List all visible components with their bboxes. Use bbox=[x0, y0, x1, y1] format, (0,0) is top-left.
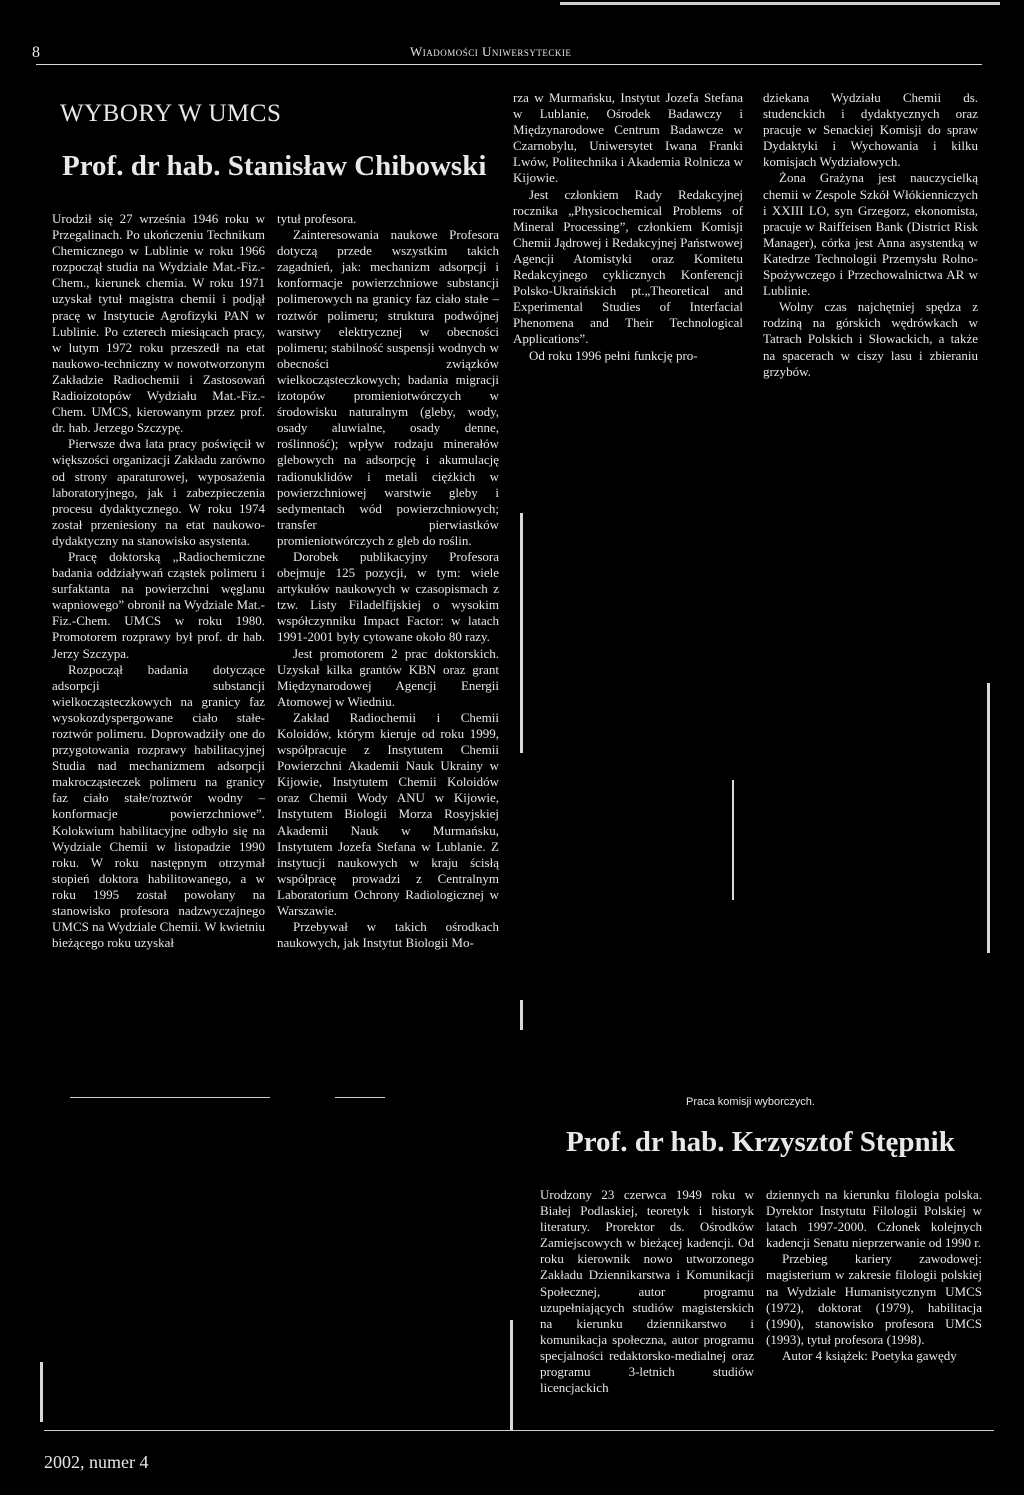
scan-artifact-bar bbox=[520, 513, 523, 753]
separator-rule bbox=[70, 1097, 270, 1098]
separator-rule bbox=[335, 1097, 385, 1098]
paragraph: Autor 4 książek: Poetyka gawędy bbox=[782, 1347, 957, 1363]
paragraph: rza w Murmańsku, Instytut Jozefa Stefana w Lublanie, Ośrodek Badawczy i Międzynarodowe Centrum Badawcze w Czarnobylu, Uniwersytet Iwana Franki Lwów, Politechnika i Akademia Rolnicza w Kijowie. bbox=[513, 90, 743, 186]
paragraph: dziekana Wydziału Chemii ds. studenckich i dydaktycznych oraz pracuje w Senackiej Komisji do spraw Dydaktyki i Wychowania i kilku komisjach Wydziałowych. bbox=[763, 90, 978, 170]
paragraph: Pracę doktorską „Radiochemiczne badania oddziaływań cząstek polimeru i surfaktanta na powierzchni węglanu wapniowego” obronił na Wydziale Mat.-Fiz.-Chem. UMCS w roku 1980. Promotorem rozprawy był prof. dr hab. Jerzy Szczypa. bbox=[52, 548, 265, 661]
paragraph: Jest członkiem Rady Redakcyjnej rocznika „Physicochemical Problems of Mineral Processing”, członkiem Komisji Chemii Jądrowej i Redakcyjnej Państwowej Agencji Atomistyki oraz Komitetu Redakcyjnego cyklicznych Konferencji Polsko-Ukraińskich pt.„Theoretical and Experimental Studies of Interfacial Phenomena and Their Technological Applications”. bbox=[513, 186, 743, 347]
page-number: 8 bbox=[32, 44, 40, 61]
profile1-column-3 bbox=[513, 90, 743, 364]
photo-caption: Praca komisji wyborczych. bbox=[686, 1096, 815, 1108]
profile1-column-2 bbox=[277, 211, 499, 951]
footer-rule bbox=[44, 1430, 994, 1431]
paragraph: Od roku 1996 pełni funkcję pro- bbox=[529, 347, 698, 363]
paragraph: Jest promotorem 2 prac doktorskich. Uzyskał kilka grantów KBN oraz grant Międzynarodowej Agencji Energii Atomowej w Wiedniu. bbox=[277, 645, 499, 709]
scan-artifact-bar bbox=[510, 1320, 513, 1430]
paragraph: Pierwsze dwa lata pracy poświęcił w większości organizacji Zakładu zarówno od strony aparaturowej, wyposażenia laboratoryjnego, jak i zabezpieczenia procesu dydaktycznego. W roku 1974 został przeniesiony na etat naukowo-dydaktyczny na stanowisko asystenta. bbox=[52, 436, 265, 548]
scan-artifact-bar bbox=[40, 1362, 43, 1422]
profile1-name: Prof. dr hab. Stanisław Chibowski bbox=[62, 150, 487, 182]
header-rule bbox=[36, 64, 982, 65]
scan-artifact-bar bbox=[732, 780, 734, 900]
paragraph: Żona Grażyna jest nauczycielką chemii w Zespole Szkół Włókienniczych i XXIII LO, syn Grzegorz, ekonomista, pracuje w Raiffeisen Bank (District Risk Manager), córka jest Anna asystentką w Katedrze Technologii Przemysłu Rolno-Spożywczego i Przechowalnictwa AR w Lublinie. bbox=[763, 170, 978, 299]
running-head: Wiadomości Uniwersyteckie bbox=[410, 44, 572, 59]
paragraph: Przebieg kariery zawodowej: magisterium w zakresie filologii polskiej na Wydziale Humanistycznym UMCS (1972), doktorat (1979), habilitacja (1990), stanowisko profesora UMCS (1993), tytuł profesora (1998). bbox=[766, 1251, 982, 1347]
paragraph: Dorobek publikacyjny Profesora obejmuje 125 pozycji, w tym: wiele artykułów naukowych w czasopismach z tzw. Listy Filadelfijskiej o wysokim współczynniku Impact Factor: w latach 1991-2001 były cytowane około 80 razy. bbox=[277, 548, 499, 645]
profile2-column-2 bbox=[766, 1187, 982, 1364]
paragraph: Zakład Radiochemii i Chemii Koloidów, którym kieruje od roku 1999, współpracuje z Instytutem Chemii Powierzchni Akademii Nauk Ukrainy w Kijowie, Instytutem Chemii Koloidów oraz Chemii Wody ANU w Kijowie, Instytutem Biologii Morza Rosyjskiej Akademii Nauk w Murmańsku, Instytutem Jozefa Stefana w Lublanie. Z instytucji naukowych w kraju ścisłą współpracę prowadzi z Centralnym Laboratorium Ochrony Radiologicznej w Warszawie. bbox=[277, 709, 499, 919]
scan-artifact-bar bbox=[520, 1000, 523, 1030]
profile2-name: Prof. dr hab. Krzysztof Stępnik bbox=[566, 1126, 955, 1158]
paragraph: tytuł profesora. bbox=[277, 211, 357, 226]
paragraph: Urodził się 27 września 1946 roku w Przegalinach. Po ukończeniu Technikum Chemicznego w Lublinie w roku 1966 rozpoczął studia na Wydziale Mat.-Fiz.-Chem., kierunek chemia. W roku 1971 uzyskał tytuł magistra chemii i podjął pracę w Instytucie Agrofizyki PAN w Lublinie. Po czterech miesiącach pracy, w lutym 1972 roku przeszedł na etat naukowo-techniczny w nowotworzonym Zakładzie Radiochemii i Zastosowań Radioizotopów Wydziału Mat.-Fiz.-Chem. UMCS, kierowanym przez prof. dr. hab. Jerzego Szczypę. bbox=[52, 211, 265, 436]
top-edge-rule bbox=[560, 2, 1000, 5]
profile1-column-4 bbox=[763, 90, 978, 380]
section-title: WYBORY W UMCS bbox=[60, 100, 282, 127]
paragraph: Wolny czas najchętniej spędza z rodziną na górskich wędrówkach w Tatrach Polskich i Słowackich, a także na spacerach w ciszy lasu i zbieraniu grzybów. bbox=[763, 299, 978, 379]
profile1-column-1 bbox=[52, 211, 265, 951]
paragraph: Przebywał w takich ośrodkach naukowych, jak Instytut Biologii Mo- bbox=[277, 919, 499, 951]
profile2-column-1 bbox=[540, 1187, 754, 1396]
paragraph: Rozpoczął badania dotyczące adsorpcji substancji wielkocząsteczkowych na granicy faz wysokozdyspergowane ciało stałe-roztwór polimeru. Doprowadziły one do przygotowania rozprawy habilitacyjnej Studia nad mechanizmem adsorpcji makrocząsteczek polimeru na granicy faz ciało stałe/roztwór wodny – konformacje powierzchniowe”. Kolokwium habilitacyjne odbyło się na Wydziale Chemii w listopadzie 1990 roku. W roku następnym otrzymał stopień doktora habilitowanego, a w roku 1995 został powołany na stanowisko profesora nadzwyczajnego UMCS na Wydziale Chemii. W kwietniu bieżącego roku uzyskał bbox=[52, 661, 265, 951]
issue-number: 2002, numer 4 bbox=[44, 1452, 149, 1472]
paragraph: Urodzony 23 czerwca 1949 roku w Białej Podlaskiej, teoretyk i historyk literatury. Prorektor ds. Ośrodków Zamiejscowych w bieżącej kadencji. Od roku kierownik nowo utworzonego Zakładu Dziennikarstwa i Komunikacji Społecznej, autor programu uzupełniających studiów magisterskich na kierunku dziennikarstwo i komunikacja społeczna, autor programu specjalności redaktorsko-medialnej oraz programu 3-letnich studiów licencjackich bbox=[540, 1187, 754, 1396]
paragraph: Zainteresowania naukowe Profesora dotyczą przede wszystkim takich zagadnień, jak: mechanizm adsorpcji i konformacje powierzchniowe substancji polimerowych na granicy faz ciało stałe – roztwór polimeru; struktura podwójnej warstwy elektrycznej w obecności polimeru; stabilność suspensji wodnych w obecności związków wielkocząsteczkowych; badania migracji izotopów promieniotwórczych w środowisku naturalnym (gleby, wody, osady aluwialne, osady denne, roślinność); wpływ rodzaju minerałów glebowych na adsorpcję i akumulację radionuklidów i metali ciężkich w powierzchniowej warstwie gleby i sedymentach wód powierzchniowych; transfer pierwiastków promieniotwórczych z gleb do roślin. bbox=[277, 227, 499, 548]
scan-artifact-bar bbox=[987, 683, 990, 953]
paragraph: dziennych na kierunku filologia polska. Dyrektor Instytutu Filologii Polskiej w latach 1997-2000. Członek kolejnych kadencji Senatu nieprzerwanie od 1990 r. bbox=[766, 1187, 982, 1251]
